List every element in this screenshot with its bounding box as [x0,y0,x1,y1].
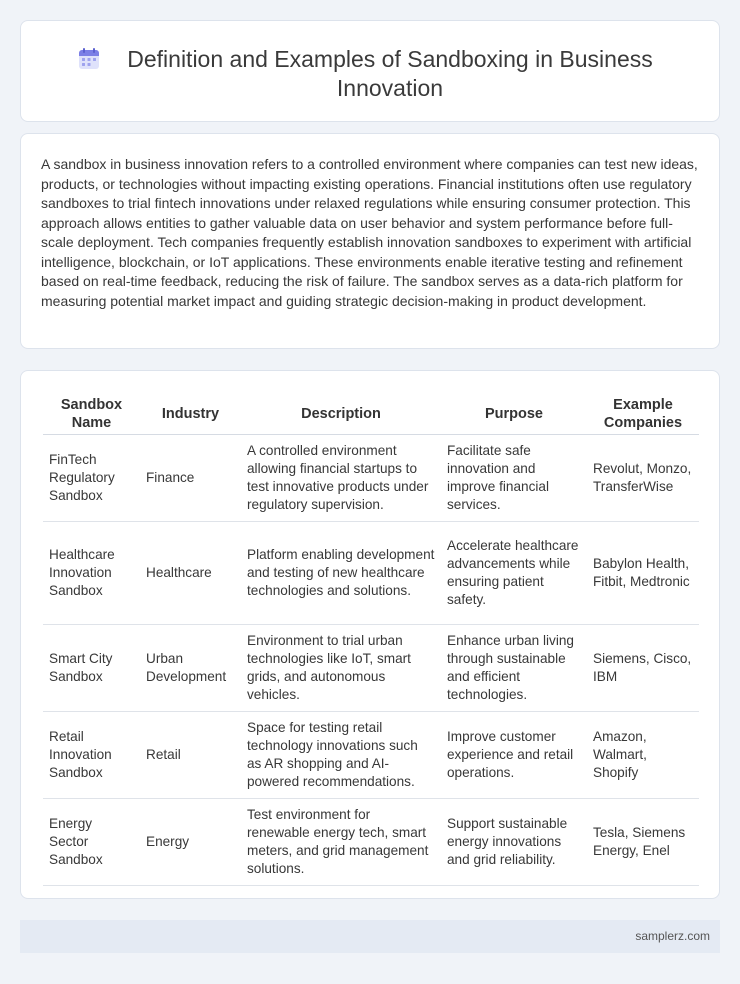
header-sandbox-name: Sandbox Name [43,391,140,435]
header-description: Description [241,391,441,435]
cell-example-companies: Tesla, Siemens Energy, Enel [587,799,699,886]
header-industry: Industry [140,391,241,435]
title-card [20,20,720,122]
cell-industry: Urban Development [140,625,241,712]
table-row [43,712,699,799]
cell-purpose: Facilitate safe innovation and improve financial services. [441,435,587,522]
cell-sandbox-name: Healthcare Innovation Sandbox [43,522,140,625]
table-row [43,799,699,886]
cell-industry: Energy [140,799,241,886]
cell-industry: Finance [140,435,241,522]
cell-industry: Healthcare [140,522,241,625]
cell-purpose: Accelerate healthcare advancements while ensuring patient safety. [441,522,587,625]
cell-purpose: Improve customer experience and retail operations. [441,712,587,799]
cell-description: A controlled environment allowing financial startups to test innovative products under regulatory supervision. [241,435,441,522]
cell-description: Space for testing retail technology innovations such as AR shopping and AI-powered recommendations. [241,712,441,799]
cell-sandbox-name: Retail Innovation Sandbox [43,712,140,799]
cell-sandbox-name: Energy Sector Sandbox [43,799,140,886]
cell-example-companies: Revolut, Monzo, TransferWise [587,435,699,522]
cell-example-companies: Siemens, Cisco, IBM [587,625,699,712]
cell-example-companies: Amazon, Walmart, Shopify [587,712,699,799]
table-row [43,522,699,625]
footer-site-link[interactable]: samplerz.com [635,929,710,943]
header-purpose: Purpose [441,391,587,435]
cell-description: Platform enabling development and testing of new healthcare technologies and solutions. [241,522,441,625]
title-wrap [21,45,719,103]
table-row [43,625,699,712]
cell-purpose: Enhance urban living through sustainable and efficient technologies. [441,625,587,712]
cell-description: Test environment for renewable energy tech, smart meters, and grid management solutions. [241,799,441,886]
table-header-row [43,391,699,435]
table-card [20,370,720,899]
footer-bar [20,920,720,953]
cell-description: Environment to trial urban technologies like IoT, smart grids, and autonomous vehicles. [241,625,441,712]
intro-card [20,133,720,349]
page-title: Definition and Examples of Sandboxing in Business Innovation [127,46,653,101]
cell-sandbox-name: Smart City Sandbox [43,625,140,712]
intro-paragraph: A sandbox in business innovation refers to a controlled environment where companies can test new ideas, products, or technologies without impacting existing operations. Financial institutions often use regulatory sandboxes to trial fintech innovations under relaxed regulations while ensuring consumer protection. This approach allows entities to gather valuable data on user behavior and system performance before full-scale deployment. Tech companies frequently establish innovation sandboxes to experiment with artificial intelligence, blockchain, or IoT applications. These environments enable iterative testing and refinement based on real-time feedback, reducing the risk of failure. The sandbox serves as a data-rich platform for measuring potential market impact and guiding strategic decision-making in product development. [41,156,698,309]
cell-example-companies: Babylon Health, Fitbit, Medtronic [587,522,699,625]
table-row [43,435,699,522]
cell-purpose: Support sustainable energy innovations and grid reliability. [441,799,587,886]
cell-sandbox-name: FinTech Regulatory Sandbox [43,435,140,522]
sandbox-table [43,391,699,886]
header-example-companies: Example Companies [587,391,699,435]
cell-industry: Retail [140,712,241,799]
